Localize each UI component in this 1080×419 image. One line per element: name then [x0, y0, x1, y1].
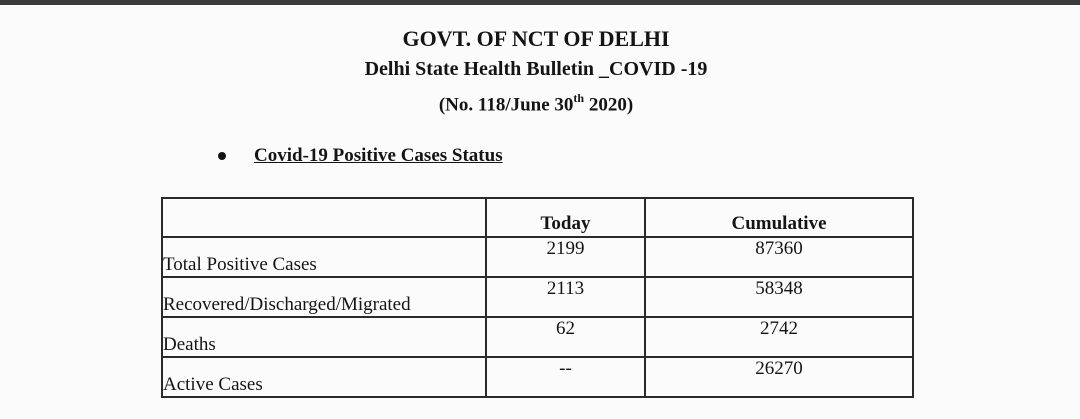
bulletin-number-date [0, 85, 1072, 119]
row-label: Recovered/Discharged/Migrated [162, 277, 486, 317]
today-value: 2199 [486, 237, 645, 277]
date-ordinal-suffix: th [573, 91, 585, 105]
today-value: 62 [486, 317, 645, 357]
cumulative-value: 87360 [645, 237, 913, 277]
govt-title: GOVT. OF NCT OF DELHI [402, 26, 670, 51]
top-border-bar [0, 0, 1080, 5]
table-row [162, 277, 913, 317]
cumulative-value: 58348 [645, 277, 913, 317]
row-label: Active Cases [162, 357, 486, 397]
cumulative-value: 2742 [645, 317, 913, 357]
header-cell-label [162, 198, 486, 237]
header-cell-cumulative: Cumulative [645, 198, 913, 237]
cumulative-value: 26270 [645, 357, 913, 397]
bulletin-year: 2020) [584, 94, 634, 116]
positive-cases-table [161, 197, 914, 398]
table-row [162, 357, 913, 397]
table-header-row [162, 198, 913, 237]
bulletin-title: Delhi State Health Bulletin _COVID -19 [364, 58, 708, 80]
bulletin-header [0, 25, 1072, 119]
row-label: Deaths [162, 317, 486, 357]
today-value: 2113 [486, 277, 645, 317]
row-label: Total Positive Cases [162, 237, 486, 277]
bullet-icon [218, 152, 226, 160]
table-row [162, 317, 913, 357]
section-heading [218, 145, 503, 167]
today-value: -- [486, 357, 645, 397]
table-row [162, 237, 913, 277]
header-cell-today: Today [486, 198, 645, 237]
bulletin-number-prefix: (No. 118/June 30 [438, 94, 574, 116]
section-title: Covid-19 Positive Cases Status [254, 145, 503, 166]
